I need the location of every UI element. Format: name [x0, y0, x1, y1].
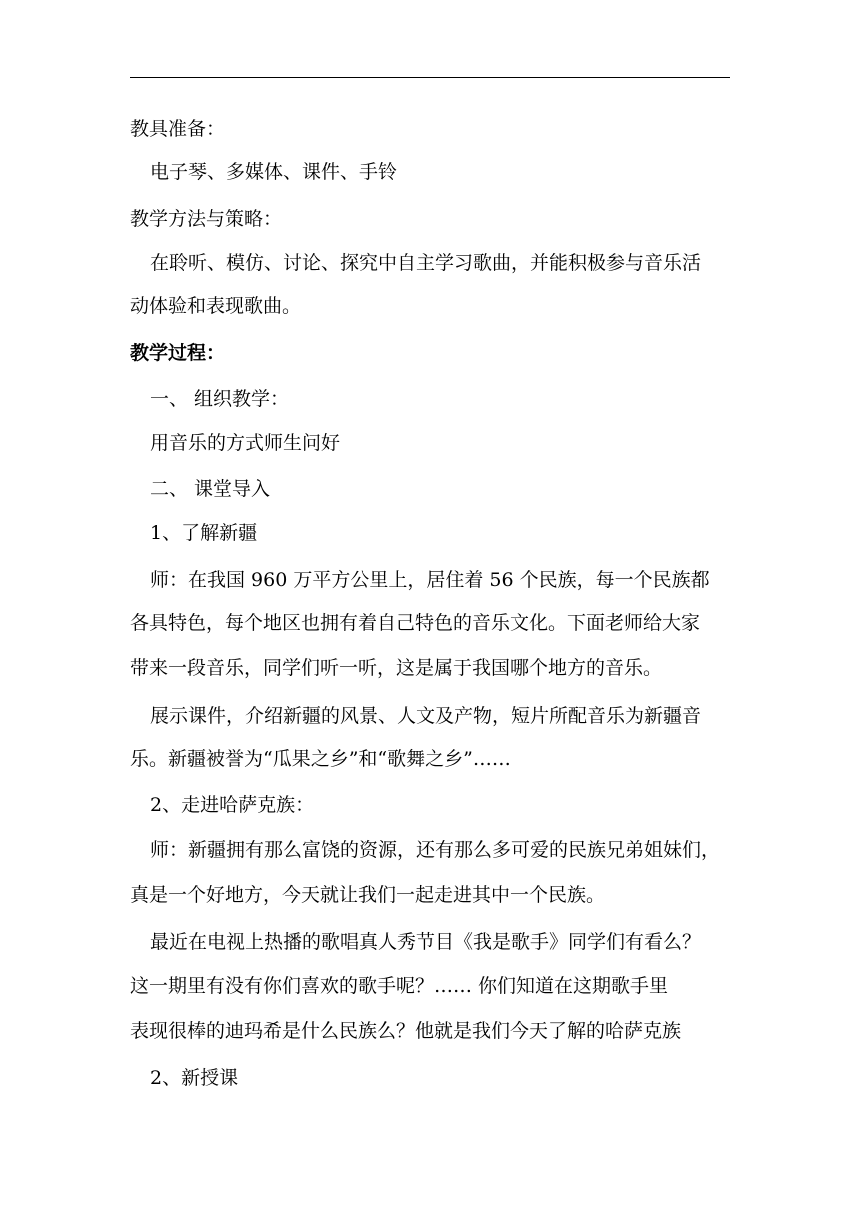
section-one-title: 一、 组织教学： — [150, 388, 290, 410]
singer-paragraph-line-1: 最近在电视上热播的歌唱真人秀节目《我是歌手》同学们有看么？ — [150, 931, 702, 953]
singer-paragraph-line-3: 表现很棒的迪玛希是什么民族么？他就是我们今天了解的哈萨克族 — [130, 1020, 682, 1042]
heading-teaching-aids: 教具准备： — [130, 118, 226, 140]
teacher-paragraph-1-line-2: 各具特色，每个地区也拥有着自己特色的音乐文化。下面老师给大家 — [130, 612, 701, 634]
methods-paragraph-line-1: 在聆听、模仿、讨论、探究中自主学习歌曲，并能积极参与音乐活 — [150, 252, 702, 274]
teacher-paragraph-1-line-1: 师：在我国 960 万平方公里上，居住着 56 个民族，每一个民族都 — [150, 569, 710, 591]
teacher-paragraph-2-line-1: 师：新疆拥有那么富饶的资源，还有那么多可爱的民族兄弟姐妹们， — [150, 839, 721, 861]
subsection-kazakh: 2、走进哈萨克族： — [150, 794, 315, 816]
courseware-paragraph-line-1: 展示课件，介绍新疆的风景、人文及产物，短片所配音乐为新疆音 — [150, 705, 702, 727]
section-one-text: 用音乐的方式师生问好 — [150, 432, 341, 454]
courseware-paragraph-line-2: 乐。新疆被誉为“瓜果之乡”和“歌舞之乡”…… — [130, 748, 511, 770]
heading-methods: 教学方法与策略： — [130, 208, 283, 230]
heading-teaching-process: 教学过程： — [130, 342, 226, 364]
section-two-title: 二、 课堂导入 — [150, 478, 271, 500]
teaching-aids-list: 电子琴、多媒体、课件、手铃 — [150, 161, 398, 183]
header-rule — [130, 77, 730, 78]
teacher-paragraph-1-line-3: 带来一段音乐，同学们听一听，这是属于我国哪个地方的音乐。 — [130, 657, 663, 679]
subsection-understand-xinjiang: 1、了解新疆 — [150, 522, 258, 544]
teacher-paragraph-2-line-2: 真是一个好地方，今天就让我们一起走进其中一个民族。 — [130, 884, 606, 906]
singer-paragraph-line-2: 这一期里有没有你们喜欢的歌手呢？…… 你们知道在这期歌手里 — [130, 975, 669, 997]
methods-paragraph-line-2: 动体验和表现歌曲。 — [130, 295, 302, 317]
subsection-new-lesson: 2、新授课 — [150, 1067, 239, 1089]
